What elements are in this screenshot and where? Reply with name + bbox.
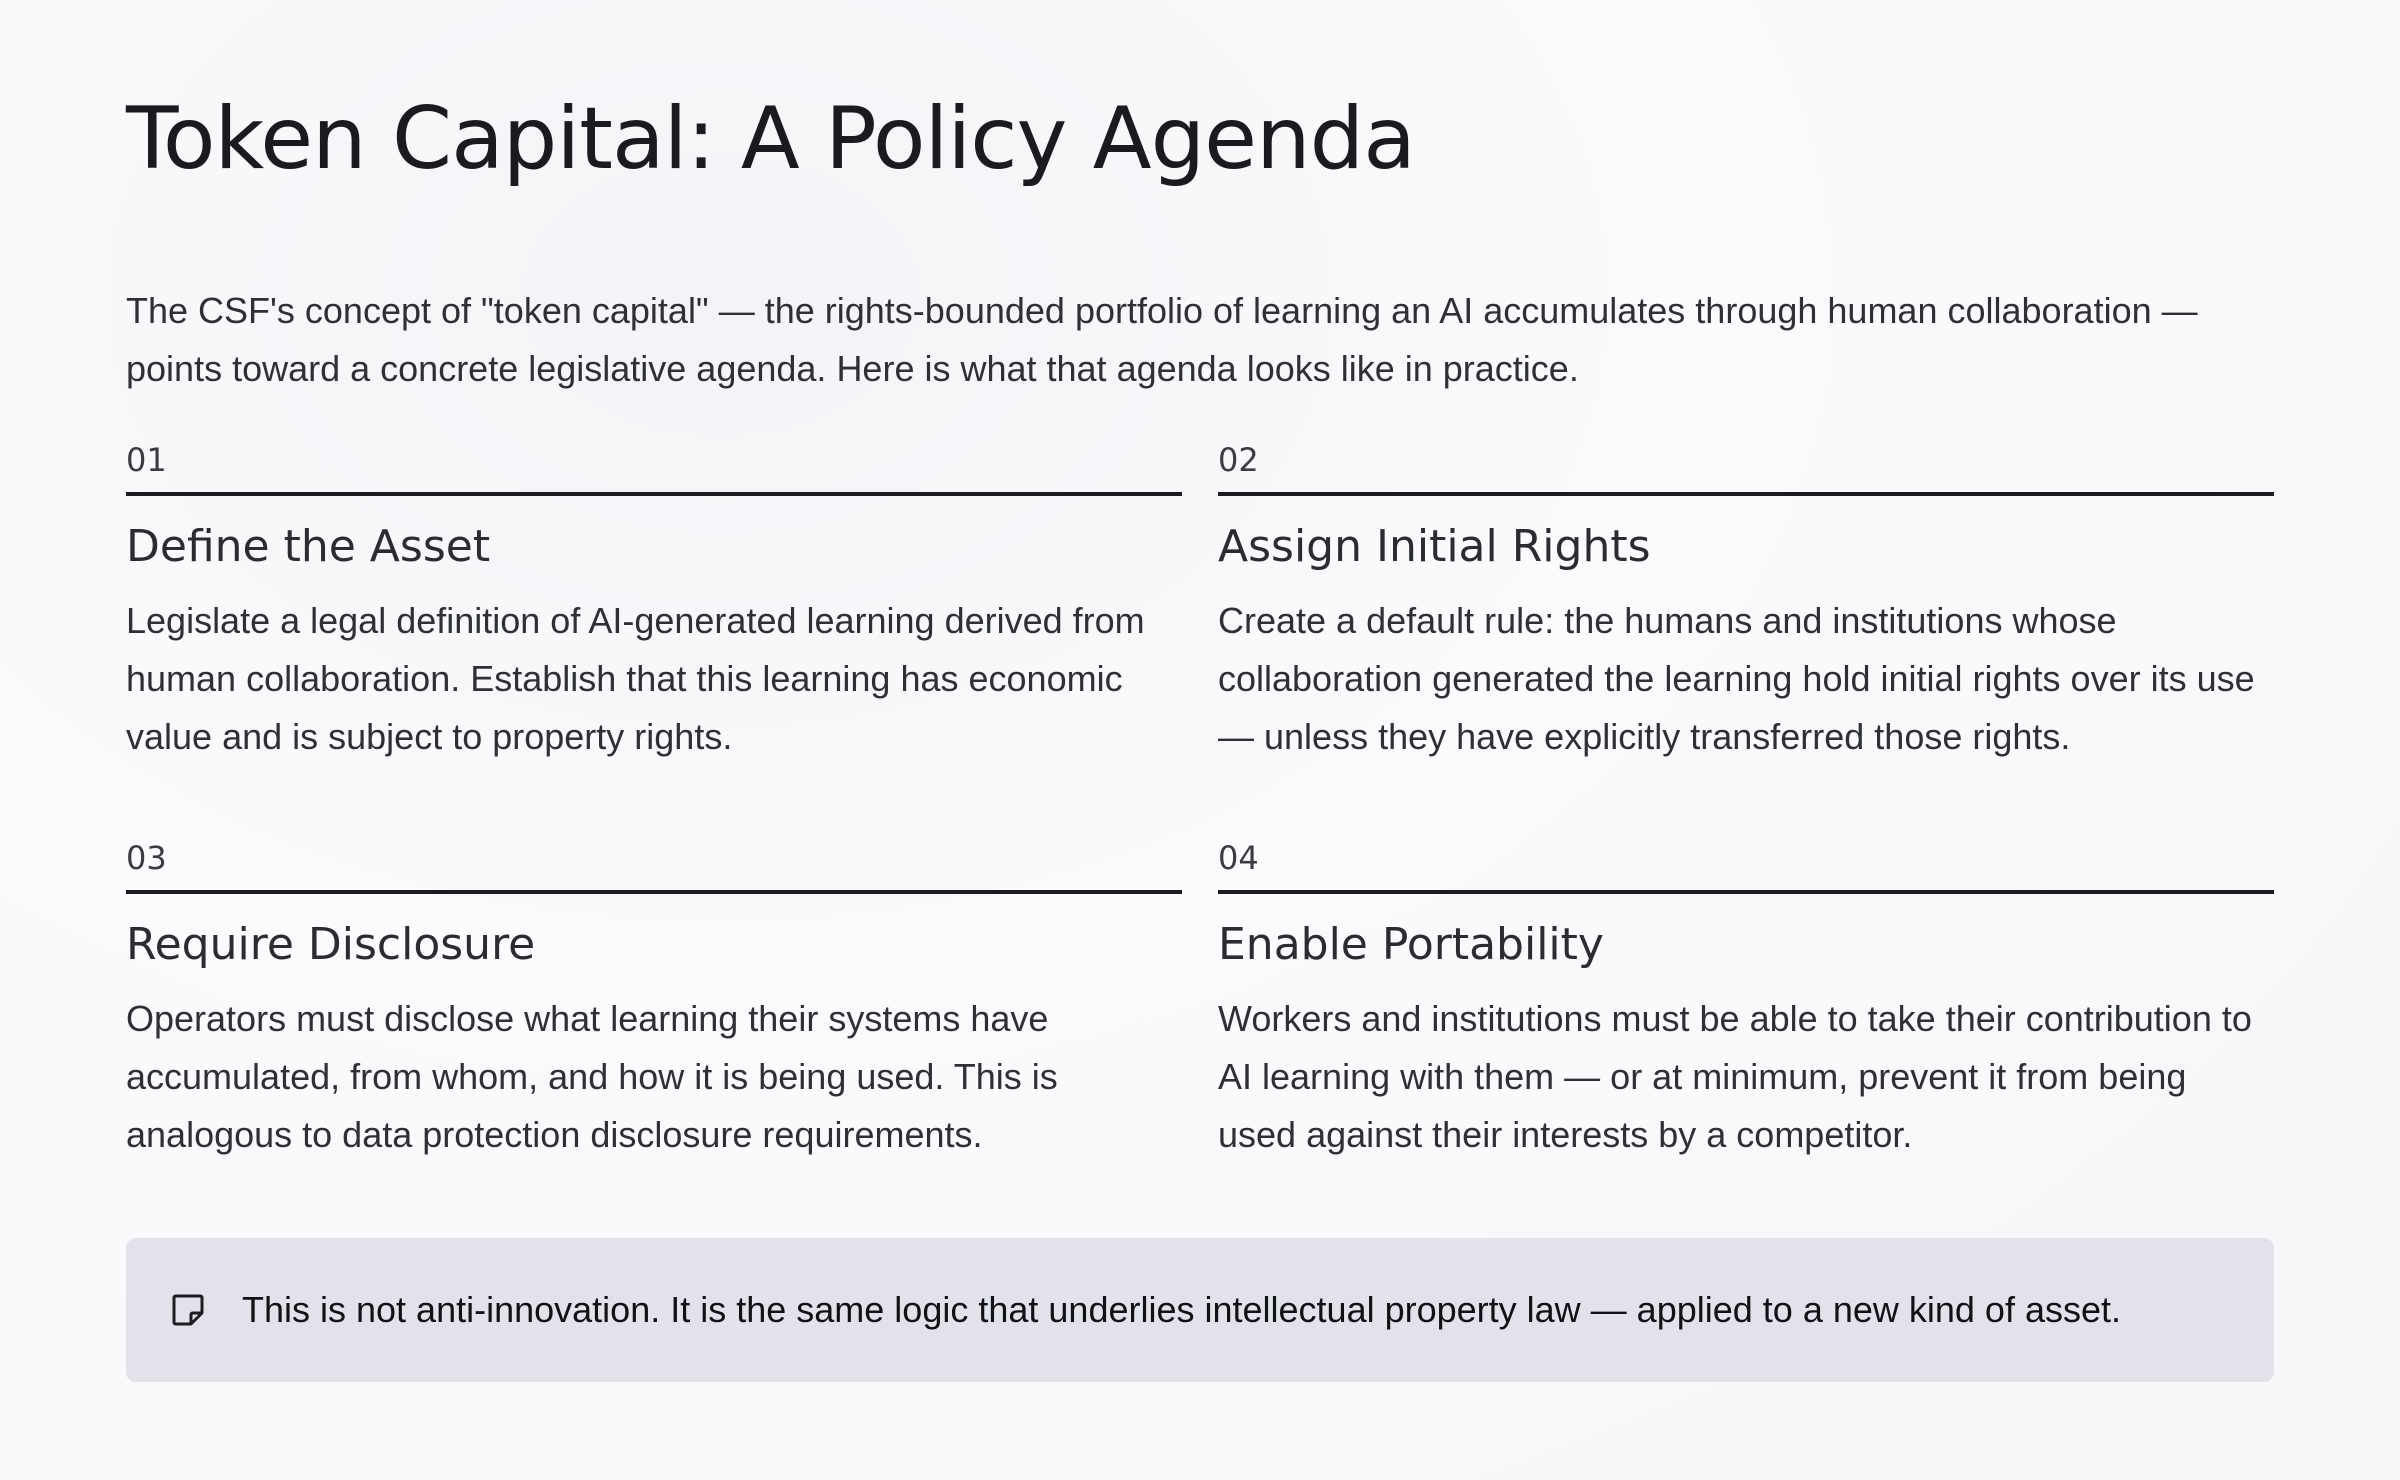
note-icon xyxy=(164,1286,212,1334)
intro-paragraph: The CSF's concept of "token capital" — the rights-bounded portfolio of learning an AI accumulates through human collaboration — points toward a concrete legislative agenda. Here is what that agenda looks like in practice. xyxy=(126,290,2198,389)
callout-text: This is not anti-innovation. It is the same logic that underlies intellectual property law — applied to a new kind of asset. xyxy=(242,1289,2121,1330)
item-title: Require Disclosure xyxy=(126,919,536,970)
page-title: Token Capital: A Policy Agenda xyxy=(126,89,1415,189)
agenda-item-assign-rights xyxy=(1218,438,2274,836)
agenda-item-require-disclosure xyxy=(126,836,1182,1234)
item-text: Legislate a legal definition of AI-generated learning derived from human collaboration. Establish that this learning has economic value and is subject to property rights. xyxy=(126,600,1145,757)
item-text: Workers and institutions must be able to take their contribution to AI learning with them — or at minimum, prevent it from being used against their interests by a competitor. xyxy=(1218,998,2252,1155)
item-number: 03 xyxy=(126,836,1182,894)
item-number: 04 xyxy=(1218,836,2274,894)
agenda-grid xyxy=(126,438,2274,1234)
callout-box xyxy=(126,1238,2274,1382)
item-number: 01 xyxy=(126,438,1182,496)
item-title: Enable Portability xyxy=(1218,919,1604,970)
agenda-item-enable-portability xyxy=(1218,836,2274,1234)
item-title: Assign Initial Rights xyxy=(1218,521,1651,572)
item-title: Define the Asset xyxy=(126,521,491,572)
item-text: Create a default rule: the humans and institutions whose collaboration generated the learning hold initial rights over its use — unless they have explicitly transferred those rights. xyxy=(1218,600,2255,757)
item-number: 02 xyxy=(1218,438,2274,496)
item-text: Operators must disclose what learning their systems have accumulated, from whom, and how it is being used. This is analogous to data protection disclosure requirements. xyxy=(126,998,1058,1155)
agenda-item-define-asset xyxy=(126,438,1182,836)
